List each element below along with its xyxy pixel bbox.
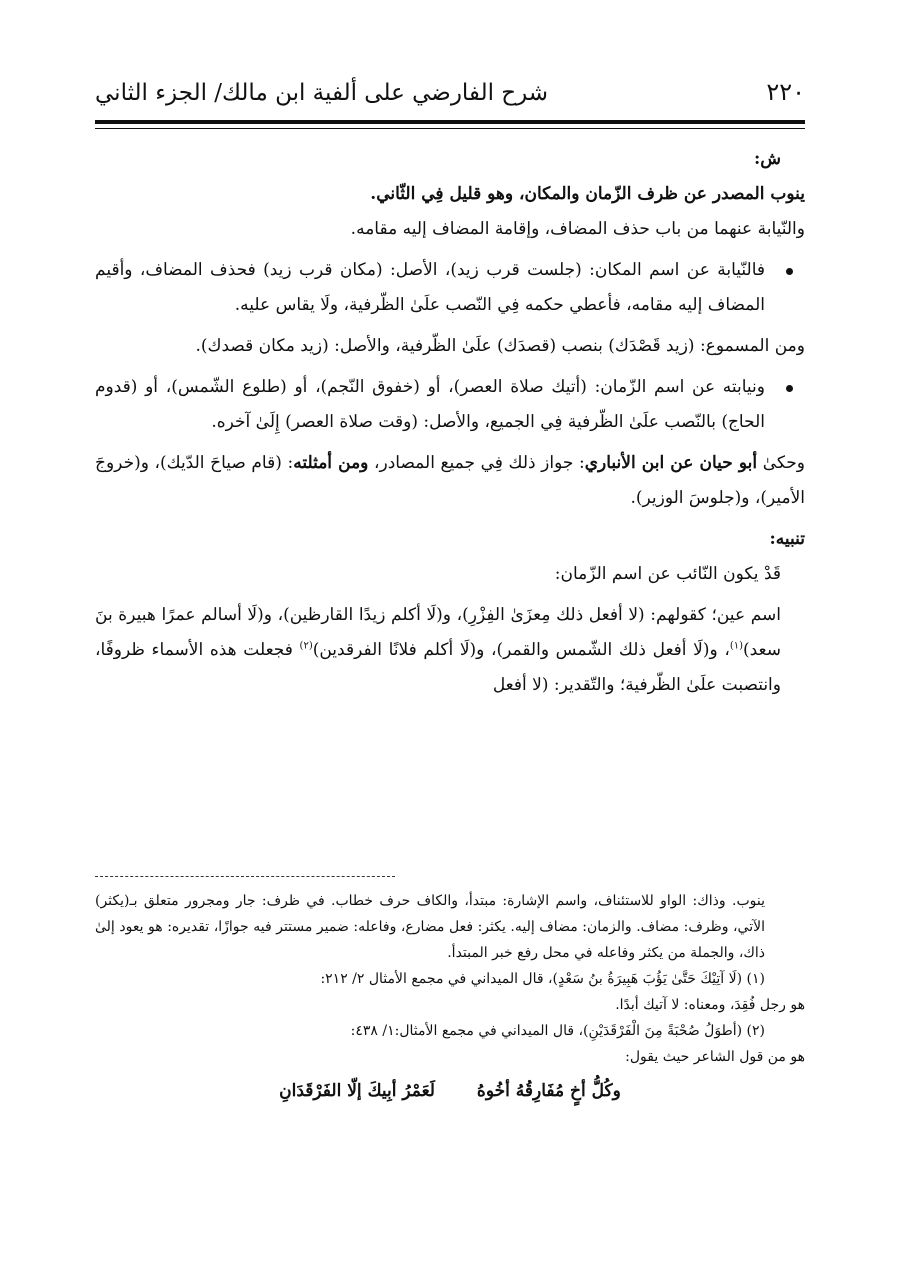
verse-second-hemistich: لَعَمْرُ أبِيكَ إلّا الفَرْقَدَانِ [279, 1081, 435, 1101]
ism-part3: فجعلت هذه الأسماء ظروفًا، وانتصبت علَىٰ الظّرفية؛ والتّقدير: (لا أفعل [95, 640, 781, 695]
header-rule-thin [95, 128, 805, 129]
bullet-time-text: ونيابته عن اسم الزّمان: (أتيك صلاة العصر)، أو (خفوق النّجم)، أو (طلوع الشّمس)، أو (قدوم الحاج) بالنّصب علَىٰ الظّرفية فِي الجميع، والأصل: (وقت صلاة العصر) إِلَىٰ آخره. [95, 377, 765, 432]
hikaya-mid: : جواز ذلك فِي جميع المصادر، [368, 453, 585, 473]
bullet-icon [786, 385, 793, 392]
page-header [95, 78, 805, 106]
footnote-ref-1[interactable]: (١) [729, 640, 743, 652]
sharh-label: ش: [753, 149, 781, 169]
ism-ayn-paragraph [95, 598, 805, 703]
niyaba-paragraph: والنّيابة عنهما من باب حذف المضاف، وإقامة المضاف إليه مقامه. [350, 219, 805, 239]
footnote-ref-2[interactable]: (٢) [299, 640, 313, 652]
hikaya-rest: : (قام صياحَ الدّيك)، و(خروجَ الأمير)، و(جلوسَ الوزير). [95, 453, 805, 508]
masmu-paragraph: ومن المسموع: (زيد قَصْدَك) بنصب (قصدَك) علَىٰ الظّرفية، والأصل: (زيد مكان قصدك). [195, 336, 805, 356]
ism-part1: اسم عين؛ كقولهم: (لا أفعل ذلك مِعزَىٰ الفِزْرِ)، و(لَا أكلم زيدًا القارظين)، و(لَا أسالم عمرًا هبيرة بنَ سعد) [95, 605, 782, 660]
qad-line: قَدْ يكون النّائب عن اسم الزّمان: [554, 564, 781, 584]
ism-part2: ، و(لَا أفعل ذلك الشّمس والقمر)، و(لَا أكلم فلانًا الفرقدين) [312, 640, 730, 660]
page-number: ٢٢٠ [766, 78, 805, 106]
header-rule-thick [95, 120, 805, 124]
bullet-time [95, 370, 805, 440]
running-title: شرح الفارضي على ألفية ابن مالك/ الجزء الثاني [95, 80, 549, 106]
footnote-divider [95, 876, 395, 877]
bullet-place [95, 253, 805, 323]
footnote-1-line-2: هو رجل فُقِدَ، ومعناه: لا آتيك أبدًا. [615, 997, 805, 1013]
bullet-icon [786, 268, 793, 275]
footnote-1-line-1: (١) (لَا آتِيْكَ حَتَّىٰ يَؤُبَ هَبِيرَةُ بنُ سَعْدٍ)، قال الميداني في مجمع الأمثال ٢/ ٢١٢: [320, 971, 765, 987]
hikaya-examples-label: ومن أمثلته [293, 453, 369, 473]
poetry-verse [95, 1078, 805, 1104]
main-text [95, 142, 805, 703]
irab-note: ينوب. وذاك: الواو للاستئناف، واسم الإشارة: مبتدأ، والكاف حرف خطاب. في ظرف: جار ومجرور متعلق بـ(يكثر) الآتي، وظرف: مضاف. والزمان: مضاف إليه. يكثر: فعل مضارع، وفاعله: ضمير مستتر فيه جوازًا، تقديره: هو يعود إلىٰ ذاك، والجملة من يكثر وفاعله في محل رفع خبر المبتدأ. [95, 893, 765, 961]
bullet-place-text: فالنّيابة عن اسم المكان: (جلست قرب زيد)، الأصل: (مكان قرب زيد) فحذف المضاف، وأقيم المضاف إليه مقامه، فأعطي حكمه فِي النّصب علَىٰ الظّرفية، ولَا يقاس عليه. [95, 260, 765, 315]
tanbih-heading: تنبيه: [769, 529, 805, 549]
footnotes [95, 888, 805, 1104]
hikaya-author: أبو حيان عن ابن الأنباري [584, 453, 758, 473]
main-statement: ينوب المصدر عن ظرف الزّمان والمكان، وهو قليل فِي الثّاني. [370, 184, 805, 204]
footnote-2-line-2: هو من قول الشاعر حيث يقول: [625, 1049, 805, 1065]
footnote-2-line-1: (٢) (أطوَلُ صُحْبَةً مِنَ الْفَرْقَدَيْنِ)، قال الميداني في مجمع الأمثال:١/ ٤٣٨: [350, 1023, 765, 1039]
hikaya-paragraph [95, 446, 805, 516]
hikaya-prefix: وحكىٰ [757, 453, 806, 473]
verse-first-hemistich: وكُلُّ أخٍ مُفَارِقُهُ أخُوهُ [476, 1081, 621, 1101]
